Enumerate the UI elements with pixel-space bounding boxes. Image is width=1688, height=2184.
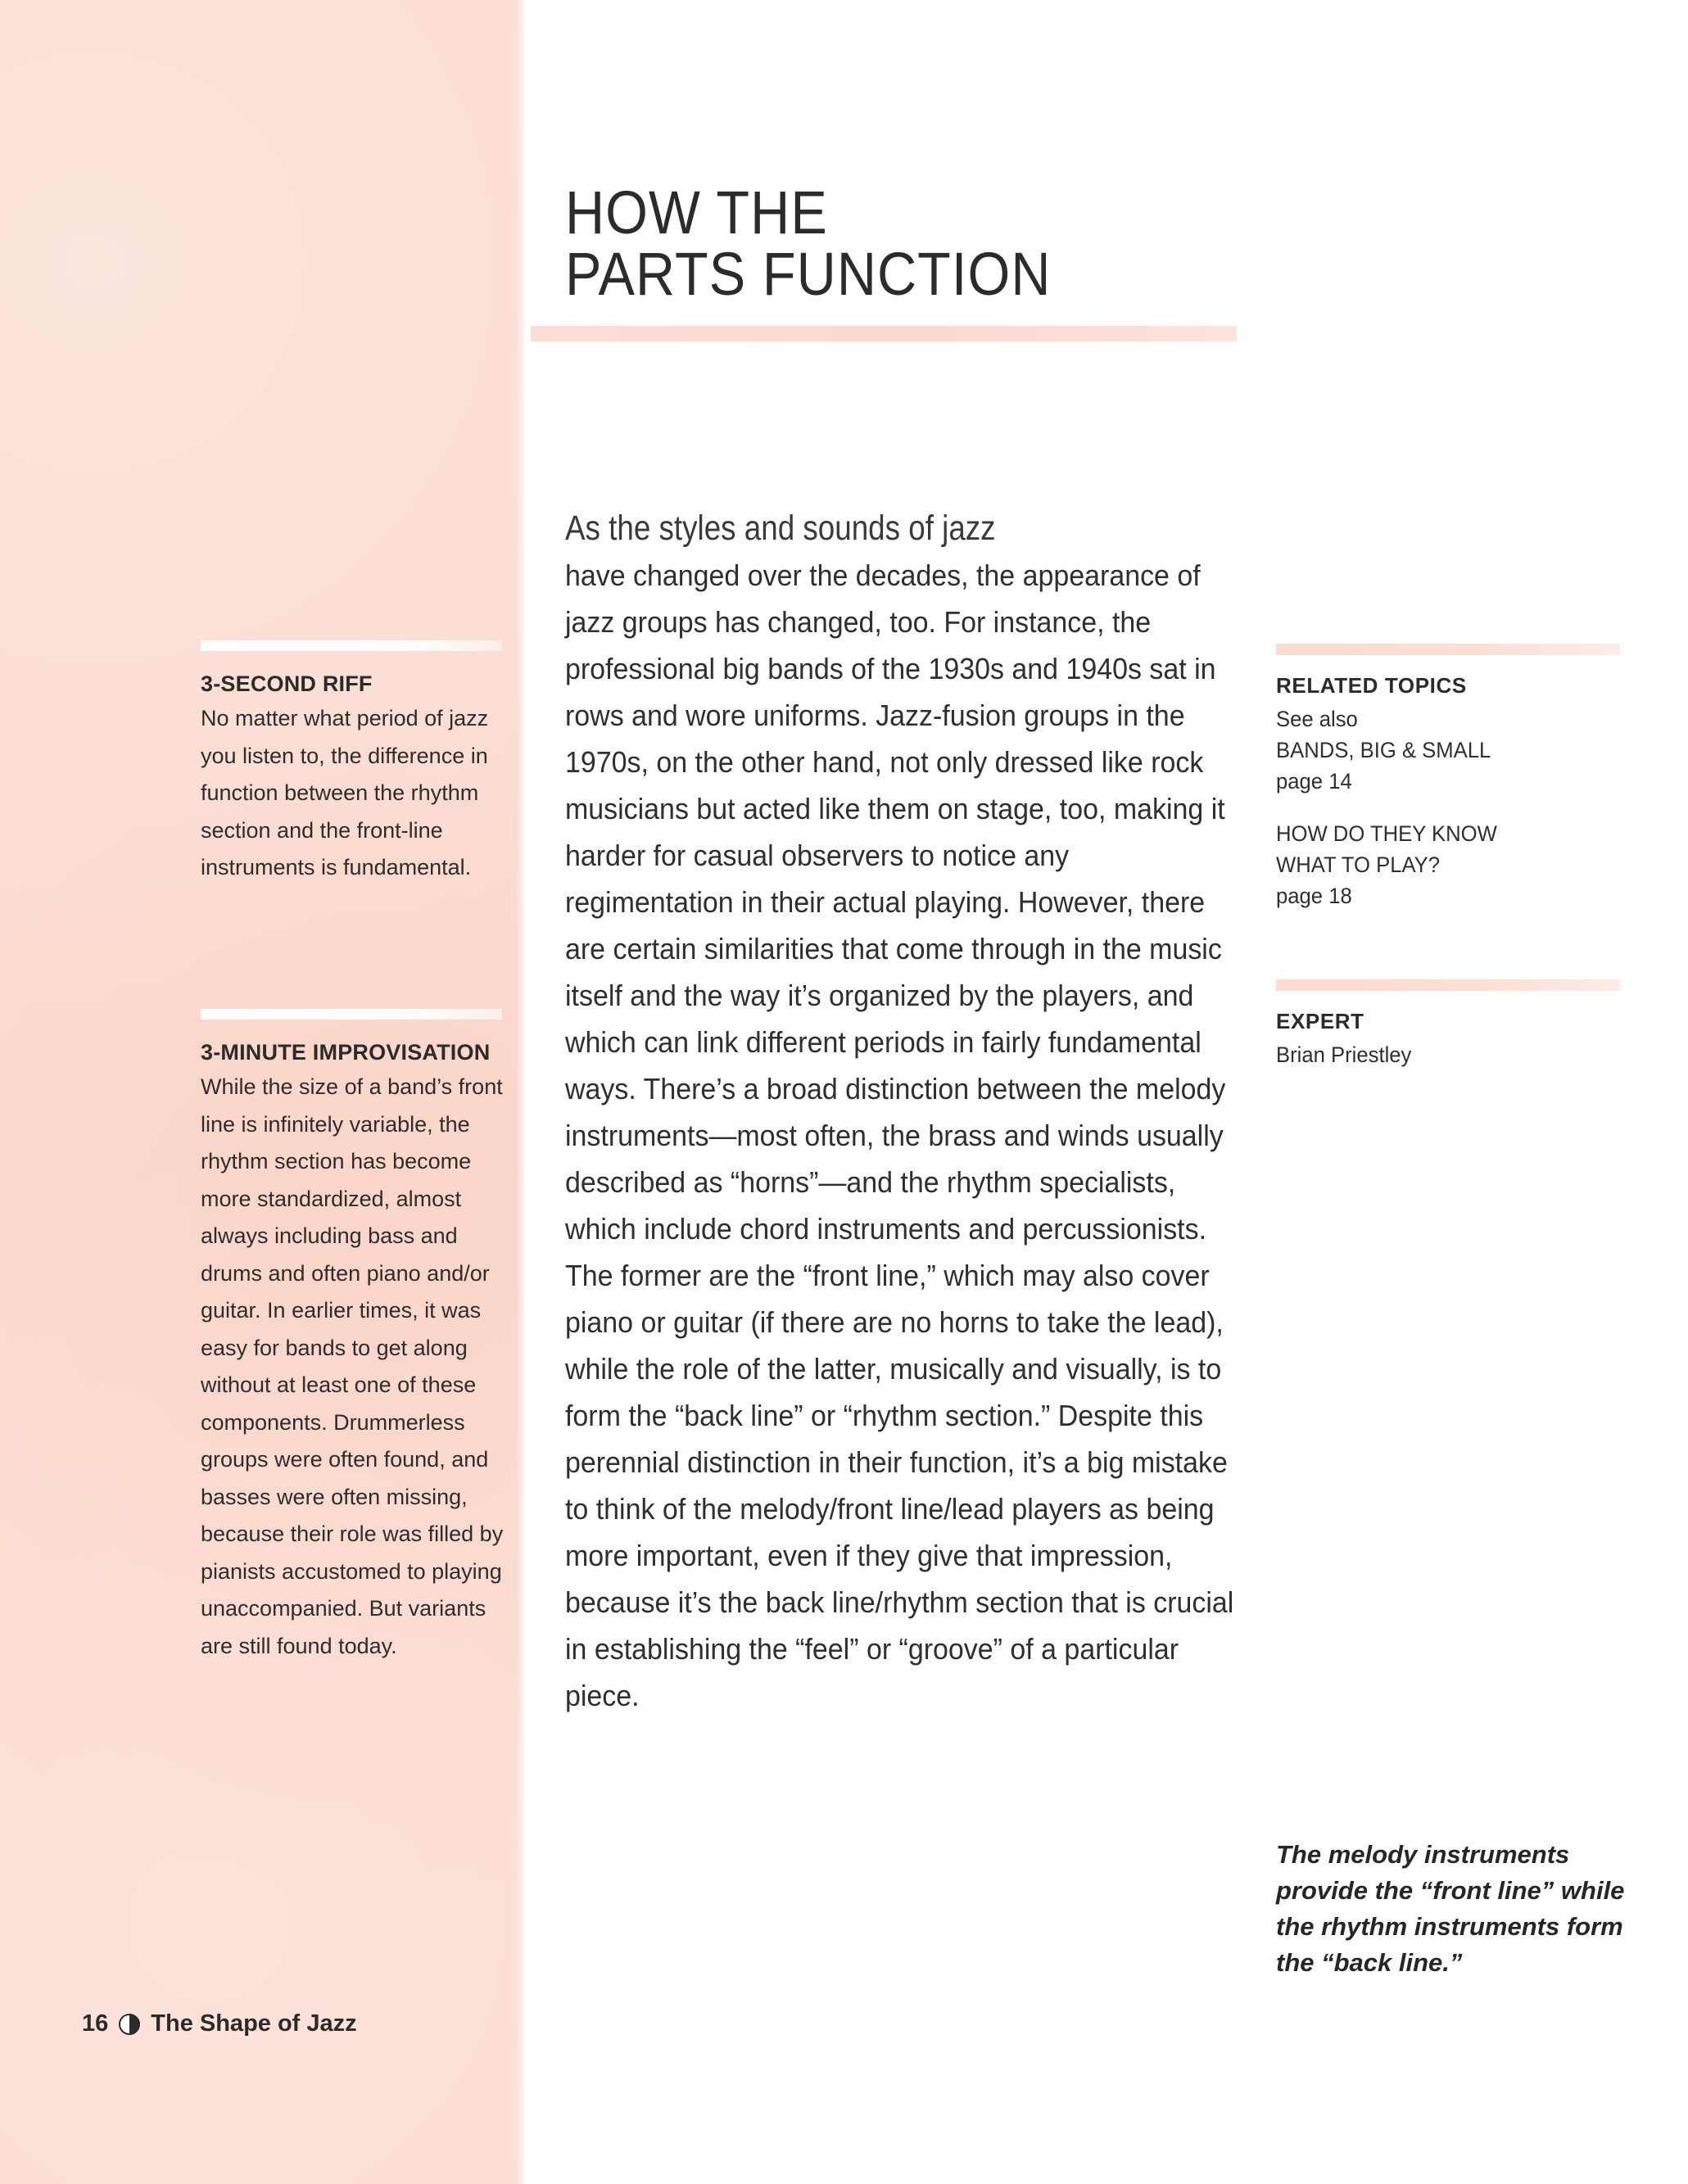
related-topic-item[interactable] bbox=[1276, 818, 1620, 911]
sidebar-heading-related-topics: RELATED TOPICS bbox=[1276, 673, 1467, 698]
footer-book-title: The Shape of Jazz bbox=[151, 2010, 357, 2037]
sidebar-heading-3-minute-improvisation: 3-MINUTE IMPROVISATION bbox=[201, 1040, 491, 1065]
sidebar-box-expert bbox=[1276, 979, 1620, 1070]
page-title-line-1: HOW THE bbox=[565, 179, 828, 246]
article-lead-in: As the styles and sounds of jazz bbox=[565, 509, 996, 548]
sidebar-accent-rule bbox=[201, 1009, 502, 1020]
article-body bbox=[565, 505, 1235, 1719]
sidebar-heading-expert: EXPERT bbox=[1276, 1009, 1364, 1033]
sidebar-body-3-minute-improvisation: While the size of a band’s front line is infinitely variable, the rhythm section has become more standardized, almost always including bass and drums and often piano and/or guitar. In earlier times, it was easy for bands to get along without at least one of these components. Drummerless groups were often found, and basses were often missing, because their role was filled by pianists accustomed to playing unaccompanied. But variants are still found today. bbox=[201, 1074, 504, 1658]
title-underline-rule bbox=[531, 326, 1237, 341]
article-body-text: have changed over the decades, the appearance of jazz groups has changed, too. For instance, the professional big bands of the 1930s and 1940s sat in rows and wore uniforms. Jazz-fusion groups in the 1970s, on the other hand, not only dressed like rock musicians but acted like them on stage, too, making it harder for casual observers to notice any regimentation in their actual playing. However, there are certain similarities that come through in the music itself and the way it’s organized by the players, and which can link different periods in fairly fundamental ways. There’s a broad distinction between the melody instruments—most often, the brass and winds usually described as “horns”—and the rhythm specialists, which include chord instruments and percussionists. The former are the “front line,” which may also cover piano or guitar (if there are no horns to take the lead), while the role of the latter, musically and visually, is to form the “back line” or “rhythm section.” Despite this perennial distinction in their function, it’s a big mistake to think of the melody/front line/lead players as being more important, even if they give that impression, because it’s the back line/rhythm section that is crucial in establishing the “feel” or “groove” of a particular piece. bbox=[565, 558, 1234, 1712]
footer-page-number: 16 bbox=[82, 2010, 109, 2037]
sidebar-accent-rule bbox=[1276, 979, 1620, 991]
related-topic-page: page 18 bbox=[1276, 884, 1352, 908]
see-also-label: See also bbox=[1276, 707, 1358, 731]
page-footer bbox=[82, 2010, 357, 2037]
related-topic-page: page 14 bbox=[1276, 769, 1352, 794]
related-topic-item[interactable] bbox=[1276, 703, 1620, 797]
half-circle-icon bbox=[119, 2014, 140, 2035]
sidebar-body-3-second-riff: No matter what period of jazz you listen to, the difference in function between the rhythm section and the front-line instruments is fundamental. bbox=[201, 706, 489, 880]
sidebar-box-3-second-riff bbox=[201, 640, 504, 887]
sidebar-accent-rule bbox=[1276, 644, 1620, 655]
sidebar-heading-3-second-riff: 3-SECOND RIFF bbox=[201, 671, 373, 696]
sidebar-box-3-minute-improvisation bbox=[201, 1009, 504, 1665]
sidebar-box-related-topics bbox=[1276, 644, 1620, 933]
sidebar-accent-rule bbox=[201, 640, 502, 651]
expert-name: Brian Priestley bbox=[1276, 1042, 1412, 1067]
related-topic-title[interactable]: BANDS, BIG & SMALL bbox=[1276, 738, 1491, 762]
related-topic-title-line-2[interactable]: WHAT TO PLAY? bbox=[1276, 852, 1441, 877]
page-title bbox=[565, 179, 1237, 309]
page-title-line-2: PARTS FUNCTION bbox=[565, 240, 1052, 309]
related-topic-title-line-1[interactable]: HOW DO THEY KNOW bbox=[1276, 821, 1497, 846]
main-article-column bbox=[565, 505, 1237, 1719]
figure-caption: The melody instruments provide the “front line” while the rhythm instruments form the “back line.” bbox=[1276, 1840, 1625, 1977]
